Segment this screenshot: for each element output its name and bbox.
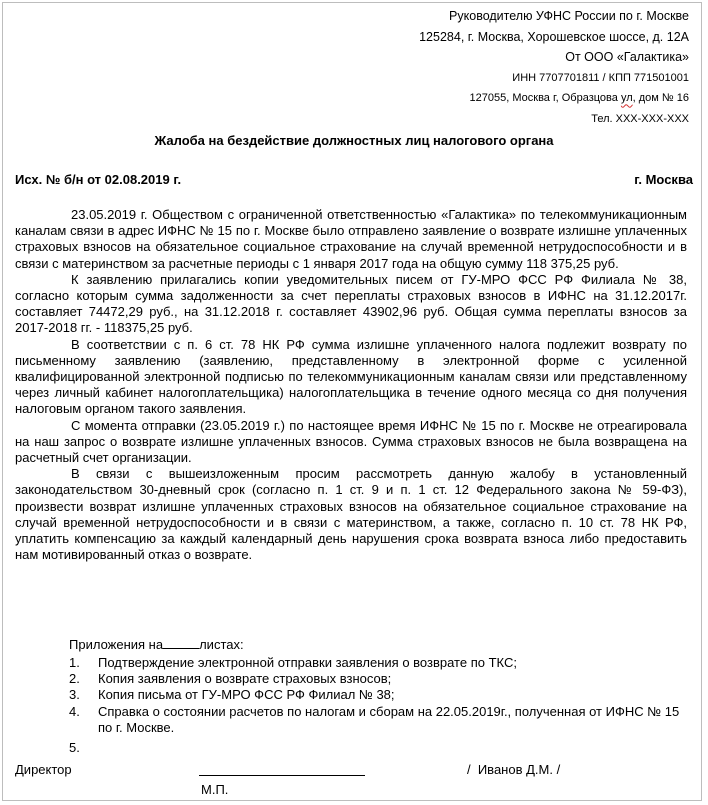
list-item: 5.: [69, 740, 80, 756]
paragraph: В связи с вышеизложенным просим рассмотреть данную жалобу в установленный законодательством 30-дневный срок (согласно п. 1 ст. 9 и п. 1 ст. 12 Федерального закона № 59-ФЗ), произвести возврат излишне уплаченных страховых взносов на обязательное социальное страхование на случай временной нетрудоспособности и в связи с материнством, а также, согласно п. 10 ст. 78 НК РФ, уплатить компенсацию за каждый календарный день нарушения срока возврата взноса либо предоставить нам мотивированный отказ о возврате.: [15, 466, 687, 563]
paragraph: С момента отправки (23.05.2019 г.) по настоящее время ИФНС № 15 по г. Москве не отреагировала на наш запрос о возврате излишне уплаченных взносов. Сумма страховых взносов не была возвращена на расчетный счет организации.: [15, 417, 687, 466]
recipient-address: 125284, г. Москва, Хорошевское шоссе, д. 12А: [419, 29, 689, 44]
signer-role: Директор: [15, 762, 72, 777]
attachments-list: [15, 655, 687, 756]
list-item: 1. Подтверждение электронной отправки заявления о возврате по ТКС;: [69, 655, 517, 670]
sender-inn-kpp: ИНН 7707701811 / КПП 771501001: [512, 71, 689, 84]
stamp-label: М.П.: [201, 782, 229, 797]
complaint-body: [15, 207, 687, 563]
list-item: 2. Копия заявления о возврате страховых взносов;: [69, 671, 392, 687]
paragraph: 23.05.2019 г. Обществом с ограниченной ответственностью «Галактика» по телекоммуникационным каналам связи в адрес ИФНС № 15 по г. Москве было отправлено заявление о возврате излишне уплаченных страховых взносов на обязательное социальное страхование на случай временной нетрудоспособности и в связи с материнством за расчетные периоды с 1 января 2017 года на общую сумму 118 375,25 руб.: [15, 207, 687, 271]
attachments-section: [15, 635, 687, 756]
sender-address: 127055, Москва г, Образцова ул, дом № 16: [469, 92, 689, 105]
paragraph: В соответствии с п. 6 ст. 78 НК РФ сумма излишне уплаченного налога подлежит возврату по письменному заявлению (заявлению, представленному в электронной форме с усиленной квалифицированной электронной подписью по телекоммуникационным каналам связи или представленному через личный кабинет налогоплательщика) налогоплательщика в течение одного месяца со дня получения налоговым органом такого заявления.: [15, 336, 687, 417]
sender-line: От ООО «Галактика»: [565, 50, 689, 65]
list-item: 3. Копия письма от ГУ-МРО ФСС РФ Филиал № 38;: [69, 687, 395, 703]
recipient-line: Руководителю УФНС России по г. Москве: [449, 9, 689, 23]
signature-line: [199, 775, 365, 776]
paragraph: К заявлению прилагались копии уведомительных писем от ГУ-МРО ФСС РФ Филиала № 38, согласно которым сумма задолженности за счет переплаты страховых взносов в ИФНС на 31.12.2017г. составляет 74472,29 руб., на 31.12.2018 г. составляет 43902,96 руб. Общая сумма переплаты взносов за 2017-2018 гг. - 118375,25 руб.: [15, 271, 687, 336]
recipient-block: [419, 6, 689, 130]
sheet-count-blank: [163, 636, 199, 649]
signer-name: / Иванов Д.М. /: [467, 762, 561, 777]
signature-block: [15, 762, 687, 782]
sender-phone: Тел. ХХХ-ХХХ-ХХХ: [591, 112, 689, 125]
list-item: 4. Справка о состоянии расчетов по налогам и сборам на 22.05.2019г., полученная от ИФНС № 15 по г. Москве.: [69, 703, 680, 735]
outgoing-reference: Исх. № б/н от 02.08.2019 г.: [15, 172, 182, 187]
city-label: г. Москва: [634, 172, 693, 187]
attachments-heading: Приложения на листах:: [69, 637, 244, 652]
document-title: Жалоба на бездействие должностных лиц налогового органа: [154, 133, 554, 148]
spellcheck-mark: ул: [620, 92, 633, 105]
